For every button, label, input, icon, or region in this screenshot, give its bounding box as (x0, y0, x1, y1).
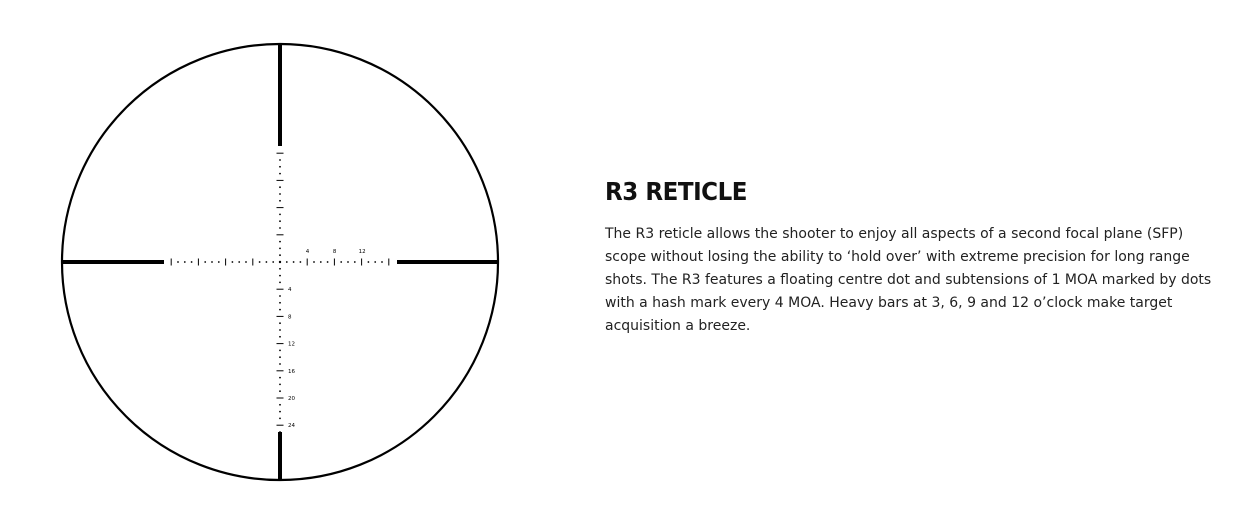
moa-label-down: 24 (288, 423, 295, 430)
moa-label-down: 20 (288, 396, 295, 402)
moa-dot (279, 363, 281, 365)
moa-dot (232, 261, 234, 263)
reticle-diagram (0, 0, 560, 502)
moa-dot (279, 227, 281, 229)
moa-dot (279, 248, 281, 250)
reticle-title: R3 RETICLE (605, 177, 748, 206)
moa-label-down: 16 (288, 368, 295, 375)
moa-dot (279, 336, 281, 338)
moa-dot (340, 261, 342, 263)
info-panel (605, 176, 1225, 338)
moa-dot (300, 261, 302, 263)
moa-dot (279, 302, 281, 304)
moa-dot (259, 261, 261, 263)
moa-dot (279, 166, 281, 168)
heavy-bar-bottom (278, 432, 282, 480)
reticle-svg (0, 0, 560, 502)
reticle-description: The R3 reticle allows the shooter to enjoy all aspects of a second focal plane (SFP) scope without losing the ability to ‘hold over’ with extreme precision for long range shots. The R3 features a floating centre dot and subtensions of 1 MOA marked by dots with a hash mark every 4 MOA. Heavy bars at 3, 6, 9 and 12 o’clock make target acquisition a breeze. (605, 226, 1212, 334)
moa-dot (286, 261, 288, 263)
moa-dot (354, 261, 356, 263)
moa-dot (184, 261, 186, 263)
moa-dot (279, 282, 281, 284)
moa-dot (327, 261, 329, 263)
moa-dot (279, 418, 281, 420)
moa-dot (279, 254, 281, 256)
moa-dot (279, 309, 281, 311)
moa-dot (279, 431, 281, 433)
moa-dot (279, 275, 281, 277)
heavy-bar-top (278, 43, 282, 146)
moa-dot (272, 261, 274, 263)
subtension-labels (288, 249, 366, 429)
moa-label-down: 12 (288, 341, 295, 348)
moa-label-right: 12 (358, 249, 366, 255)
moa-dot (347, 261, 349, 263)
moa-dot (204, 261, 206, 263)
moa-label-right: 4 (305, 249, 310, 255)
heavy-bar-left (62, 260, 164, 264)
moa-dot (368, 261, 370, 263)
heavy-bar-right (397, 260, 499, 264)
center-dot (279, 261, 281, 263)
moa-dot (279, 404, 281, 406)
moa-label-down: 8 (288, 314, 292, 321)
moa-dot (279, 295, 281, 297)
moa-dot (313, 261, 315, 263)
moa-dot (374, 261, 376, 263)
moa-dot (279, 200, 281, 202)
moa-dot (279, 411, 281, 413)
moa-label-right: 8 (332, 249, 337, 255)
moa-dot (320, 261, 322, 263)
moa-dot (279, 350, 281, 352)
subtension-marks (171, 153, 389, 433)
moa-dot (238, 261, 240, 263)
moa-dot (279, 214, 281, 216)
moa-dot (279, 173, 281, 175)
moa-dot (279, 220, 281, 222)
moa-dot (279, 377, 281, 379)
moa-dot (177, 261, 179, 263)
moa-dot (279, 186, 281, 188)
moa-dot (211, 261, 213, 263)
moa-dot (279, 390, 281, 392)
moa-dot (279, 159, 281, 161)
moa-dot (279, 356, 281, 358)
moa-dot (279, 384, 281, 386)
moa-dot (266, 261, 268, 263)
moa-label-down: 4 (288, 287, 292, 294)
moa-dot (279, 193, 281, 195)
moa-dot (245, 261, 247, 263)
moa-dot (279, 322, 281, 324)
moa-dot (191, 261, 193, 263)
moa-dot (218, 261, 220, 263)
moa-dot (279, 329, 281, 331)
moa-dot (279, 241, 281, 243)
moa-dot (279, 268, 281, 270)
moa-dot (381, 261, 383, 263)
moa-dot (293, 261, 295, 263)
